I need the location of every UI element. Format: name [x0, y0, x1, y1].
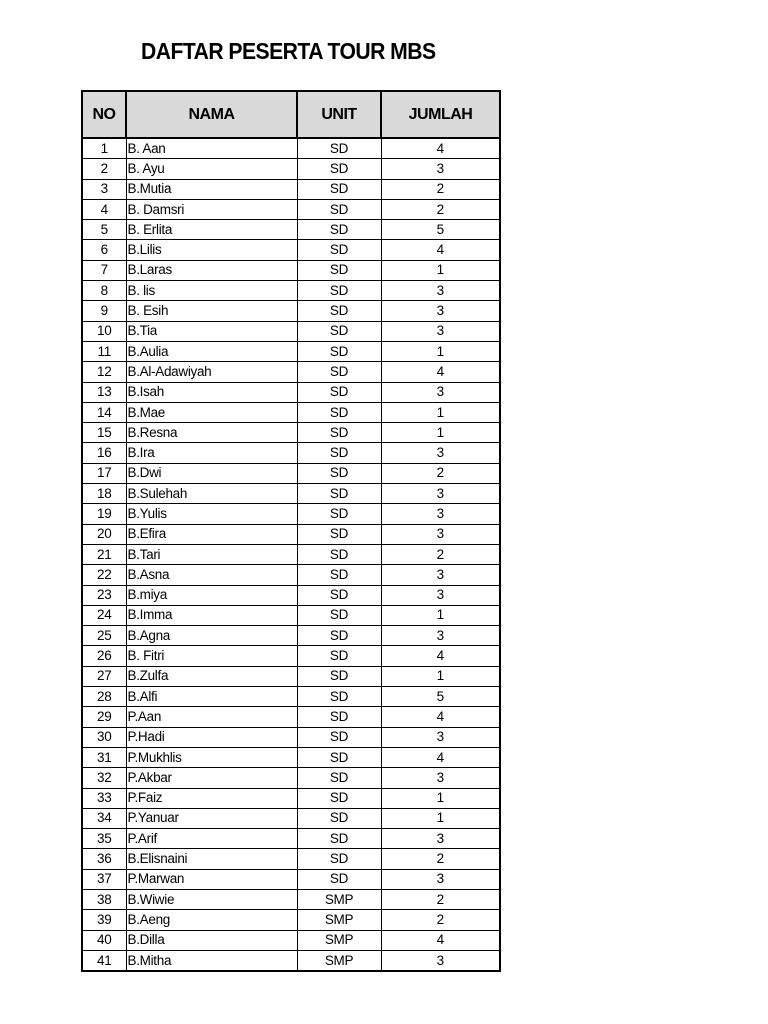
table-row	[82, 788, 500, 808]
table-row	[82, 504, 500, 524]
cell-no: 3	[82, 179, 126, 199]
table-row	[82, 463, 500, 483]
table-row	[82, 362, 500, 382]
cell-unit: SD	[297, 281, 381, 301]
cell-nama: B.Sulehah	[126, 484, 297, 504]
cell-no: 13	[82, 382, 126, 402]
cell-nama: P.Yanuar	[126, 808, 297, 828]
cell-nama: B.Agna	[126, 626, 297, 646]
cell-unit: SD	[297, 463, 381, 483]
cell-unit: SD	[297, 260, 381, 280]
cell-jumlah: 2	[381, 910, 500, 930]
cell-no: 6	[82, 240, 126, 260]
cell-jumlah: 4	[381, 240, 500, 260]
table-row	[82, 544, 500, 564]
cell-jumlah: 1	[381, 666, 500, 686]
cell-jumlah: 1	[381, 402, 500, 422]
cell-unit: SD	[297, 747, 381, 767]
cell-jumlah: 4	[381, 646, 500, 666]
cell-no: 25	[82, 626, 126, 646]
cell-no: 7	[82, 260, 126, 280]
table-row	[82, 666, 500, 686]
cell-nama: B.Laras	[126, 260, 297, 280]
cell-jumlah: 3	[381, 443, 500, 463]
table-row	[82, 889, 500, 909]
cell-unit: SD	[297, 727, 381, 747]
cell-nama: B. Esih	[126, 301, 297, 321]
cell-unit: SD	[297, 179, 381, 199]
cell-jumlah: 3	[381, 626, 500, 646]
cell-unit: SD	[297, 159, 381, 179]
cell-no: 2	[82, 159, 126, 179]
cell-jumlah: 3	[381, 585, 500, 605]
cell-jumlah: 1	[381, 423, 500, 443]
cell-jumlah: 3	[381, 950, 500, 971]
cell-unit: SD	[297, 341, 381, 361]
cell-nama: P.Marwan	[126, 869, 297, 889]
cell-unit: SD	[297, 402, 381, 422]
cell-no: 12	[82, 362, 126, 382]
cell-nama: B.Dilla	[126, 930, 297, 950]
table-row	[82, 585, 500, 605]
cell-no: 11	[82, 341, 126, 361]
cell-unit: SD	[297, 504, 381, 524]
cell-jumlah: 3	[381, 829, 500, 849]
cell-no: 24	[82, 605, 126, 625]
cell-no: 35	[82, 829, 126, 849]
cell-nama: B.Aulia	[126, 341, 297, 361]
table-row	[82, 240, 500, 260]
cell-no: 32	[82, 768, 126, 788]
cell-no: 26	[82, 646, 126, 666]
cell-nama: B.Yulis	[126, 504, 297, 524]
cell-jumlah: 1	[381, 788, 500, 808]
cell-unit: SD	[297, 423, 381, 443]
cell-no: 16	[82, 443, 126, 463]
cell-nama: B. Aan	[126, 138, 297, 159]
cell-nama: B.Resna	[126, 423, 297, 443]
cell-nama: B.Alfi	[126, 687, 297, 707]
table-row	[82, 910, 500, 930]
table-body	[82, 138, 500, 971]
cell-no: 28	[82, 687, 126, 707]
cell-nama: P.Akbar	[126, 768, 297, 788]
table-row	[82, 727, 500, 747]
cell-no: 37	[82, 869, 126, 889]
cell-unit: SD	[297, 808, 381, 828]
cell-unit: SD	[297, 443, 381, 463]
cell-unit: SD	[297, 788, 381, 808]
cell-unit: SD	[297, 605, 381, 625]
cell-jumlah: 3	[381, 301, 500, 321]
cell-nama: B.Isah	[126, 382, 297, 402]
page-title: DAFTAR PESERTA TOUR MBS	[141, 38, 436, 64]
cell-nama: B.Mitha	[126, 950, 297, 971]
cell-no: 18	[82, 484, 126, 504]
cell-jumlah: 3	[381, 281, 500, 301]
cell-nama: B.Tari	[126, 544, 297, 564]
cell-no: 17	[82, 463, 126, 483]
table-row	[82, 321, 500, 341]
table-row	[82, 707, 500, 727]
cell-unit: SMP	[297, 910, 381, 930]
cell-nama: B.Zulfa	[126, 666, 297, 686]
table-row	[82, 281, 500, 301]
cell-no: 36	[82, 849, 126, 869]
cell-nama: B. Ayu	[126, 159, 297, 179]
table-row	[82, 849, 500, 869]
cell-jumlah: 3	[381, 869, 500, 889]
cell-nama: B.Ira	[126, 443, 297, 463]
table-row	[82, 443, 500, 463]
table-row	[82, 341, 500, 361]
cell-jumlah: 2	[381, 463, 500, 483]
cell-nama: P.Arif	[126, 829, 297, 849]
cell-jumlah: 3	[381, 382, 500, 402]
cell-unit: SD	[297, 382, 381, 402]
table-row	[82, 382, 500, 402]
table-row	[82, 646, 500, 666]
table-row	[82, 605, 500, 625]
cell-nama: B. Damsri	[126, 199, 297, 219]
cell-jumlah: 1	[381, 341, 500, 361]
cell-nama: B.Al-Adawiyah	[126, 362, 297, 382]
cell-nama: B.Tia	[126, 321, 297, 341]
table-row	[82, 768, 500, 788]
cell-jumlah: 3	[381, 504, 500, 524]
cell-no: 31	[82, 747, 126, 767]
cell-jumlah: 5	[381, 687, 500, 707]
cell-jumlah: 3	[381, 565, 500, 585]
cell-no: 34	[82, 808, 126, 828]
cell-no: 19	[82, 504, 126, 524]
table-row	[82, 301, 500, 321]
cell-unit: SD	[297, 362, 381, 382]
cell-unit: SD	[297, 829, 381, 849]
cell-jumlah: 4	[381, 362, 500, 382]
cell-unit: SMP	[297, 889, 381, 909]
table-row	[82, 524, 500, 544]
cell-no: 15	[82, 423, 126, 443]
table-row	[82, 869, 500, 889]
cell-unit: SMP	[297, 930, 381, 950]
cell-jumlah: 4	[381, 747, 500, 767]
table-row	[82, 423, 500, 443]
cell-unit: SD	[297, 138, 381, 159]
cell-no: 4	[82, 199, 126, 219]
cell-unit: SD	[297, 301, 381, 321]
cell-unit: SD	[297, 484, 381, 504]
cell-nama: P.Faiz	[126, 788, 297, 808]
header-nama: NAMA	[126, 91, 297, 138]
table-row	[82, 565, 500, 585]
cell-nama: B.Aeng	[126, 910, 297, 930]
cell-unit: SD	[297, 524, 381, 544]
cell-nama: B.Wiwie	[126, 889, 297, 909]
cell-nama: P.Hadi	[126, 727, 297, 747]
cell-jumlah: 2	[381, 849, 500, 869]
cell-jumlah: 2	[381, 199, 500, 219]
table-row	[82, 829, 500, 849]
cell-jumlah: 4	[381, 707, 500, 727]
cell-no: 9	[82, 301, 126, 321]
cell-no: 27	[82, 666, 126, 686]
cell-unit: SD	[297, 585, 381, 605]
cell-nama: B.miya	[126, 585, 297, 605]
table-row	[82, 747, 500, 767]
cell-nama: B. Fitri	[126, 646, 297, 666]
cell-no: 41	[82, 950, 126, 971]
cell-nama: B.Lilis	[126, 240, 297, 260]
cell-jumlah: 2	[381, 179, 500, 199]
cell-nama: B.Dwi	[126, 463, 297, 483]
cell-jumlah: 3	[381, 727, 500, 747]
cell-no: 21	[82, 544, 126, 564]
header-row	[82, 91, 500, 138]
cell-unit: SD	[297, 646, 381, 666]
cell-no: 29	[82, 707, 126, 727]
table-row	[82, 950, 500, 971]
cell-unit: SD	[297, 626, 381, 646]
table-header	[82, 91, 500, 138]
table-row	[82, 260, 500, 280]
cell-nama: P.Mukhlis	[126, 747, 297, 767]
cell-no: 20	[82, 524, 126, 544]
cell-unit: SD	[297, 220, 381, 240]
cell-nama: B.Asna	[126, 565, 297, 585]
cell-unit: SD	[297, 869, 381, 889]
cell-no: 23	[82, 585, 126, 605]
table-row	[82, 220, 500, 240]
cell-no: 8	[82, 281, 126, 301]
cell-jumlah: 2	[381, 889, 500, 909]
cell-jumlah: 3	[381, 159, 500, 179]
cell-jumlah: 3	[381, 484, 500, 504]
table-row	[82, 159, 500, 179]
cell-no: 22	[82, 565, 126, 585]
cell-unit: SD	[297, 666, 381, 686]
cell-jumlah: 4	[381, 138, 500, 159]
table-row	[82, 687, 500, 707]
cell-unit: SD	[297, 565, 381, 585]
cell-jumlah: 1	[381, 260, 500, 280]
cell-unit: SMP	[297, 950, 381, 971]
cell-no: 5	[82, 220, 126, 240]
cell-nama: B.Elisnaini	[126, 849, 297, 869]
cell-unit: SD	[297, 707, 381, 727]
table-row	[82, 402, 500, 422]
cell-no: 1	[82, 138, 126, 159]
table-row	[82, 138, 500, 159]
cell-no: 14	[82, 402, 126, 422]
cell-no: 39	[82, 910, 126, 930]
cell-jumlah: 3	[381, 524, 500, 544]
cell-nama: B. Erlita	[126, 220, 297, 240]
header-unit: UNIT	[297, 91, 381, 138]
cell-unit: SD	[297, 199, 381, 219]
header-jumlah: JUMLAH	[381, 91, 500, 138]
cell-no: 10	[82, 321, 126, 341]
cell-jumlah: 5	[381, 220, 500, 240]
cell-unit: SD	[297, 240, 381, 260]
cell-unit: SD	[297, 768, 381, 788]
cell-unit: SD	[297, 849, 381, 869]
table-row	[82, 626, 500, 646]
cell-jumlah: 1	[381, 808, 500, 828]
cell-unit: SD	[297, 544, 381, 564]
cell-no: 40	[82, 930, 126, 950]
table-row	[82, 484, 500, 504]
cell-no: 33	[82, 788, 126, 808]
cell-nama: B.Imma	[126, 605, 297, 625]
table-row	[82, 808, 500, 828]
cell-jumlah: 4	[381, 930, 500, 950]
cell-nama: B.Mae	[126, 402, 297, 422]
header-no: NO	[82, 91, 126, 138]
cell-unit: SD	[297, 687, 381, 707]
cell-jumlah: 3	[381, 321, 500, 341]
cell-nama: B. lis	[126, 281, 297, 301]
cell-jumlah: 3	[381, 768, 500, 788]
cell-nama: B.Efira	[126, 524, 297, 544]
cell-unit: SD	[297, 321, 381, 341]
cell-nama: B.Mutia	[126, 179, 297, 199]
table-row	[82, 930, 500, 950]
cell-jumlah: 1	[381, 605, 500, 625]
cell-no: 30	[82, 727, 126, 747]
cell-no: 38	[82, 889, 126, 909]
table-row	[82, 199, 500, 219]
cell-nama: P.Aan	[126, 707, 297, 727]
participant-table	[81, 90, 501, 972]
cell-jumlah: 2	[381, 544, 500, 564]
table-row	[82, 179, 500, 199]
